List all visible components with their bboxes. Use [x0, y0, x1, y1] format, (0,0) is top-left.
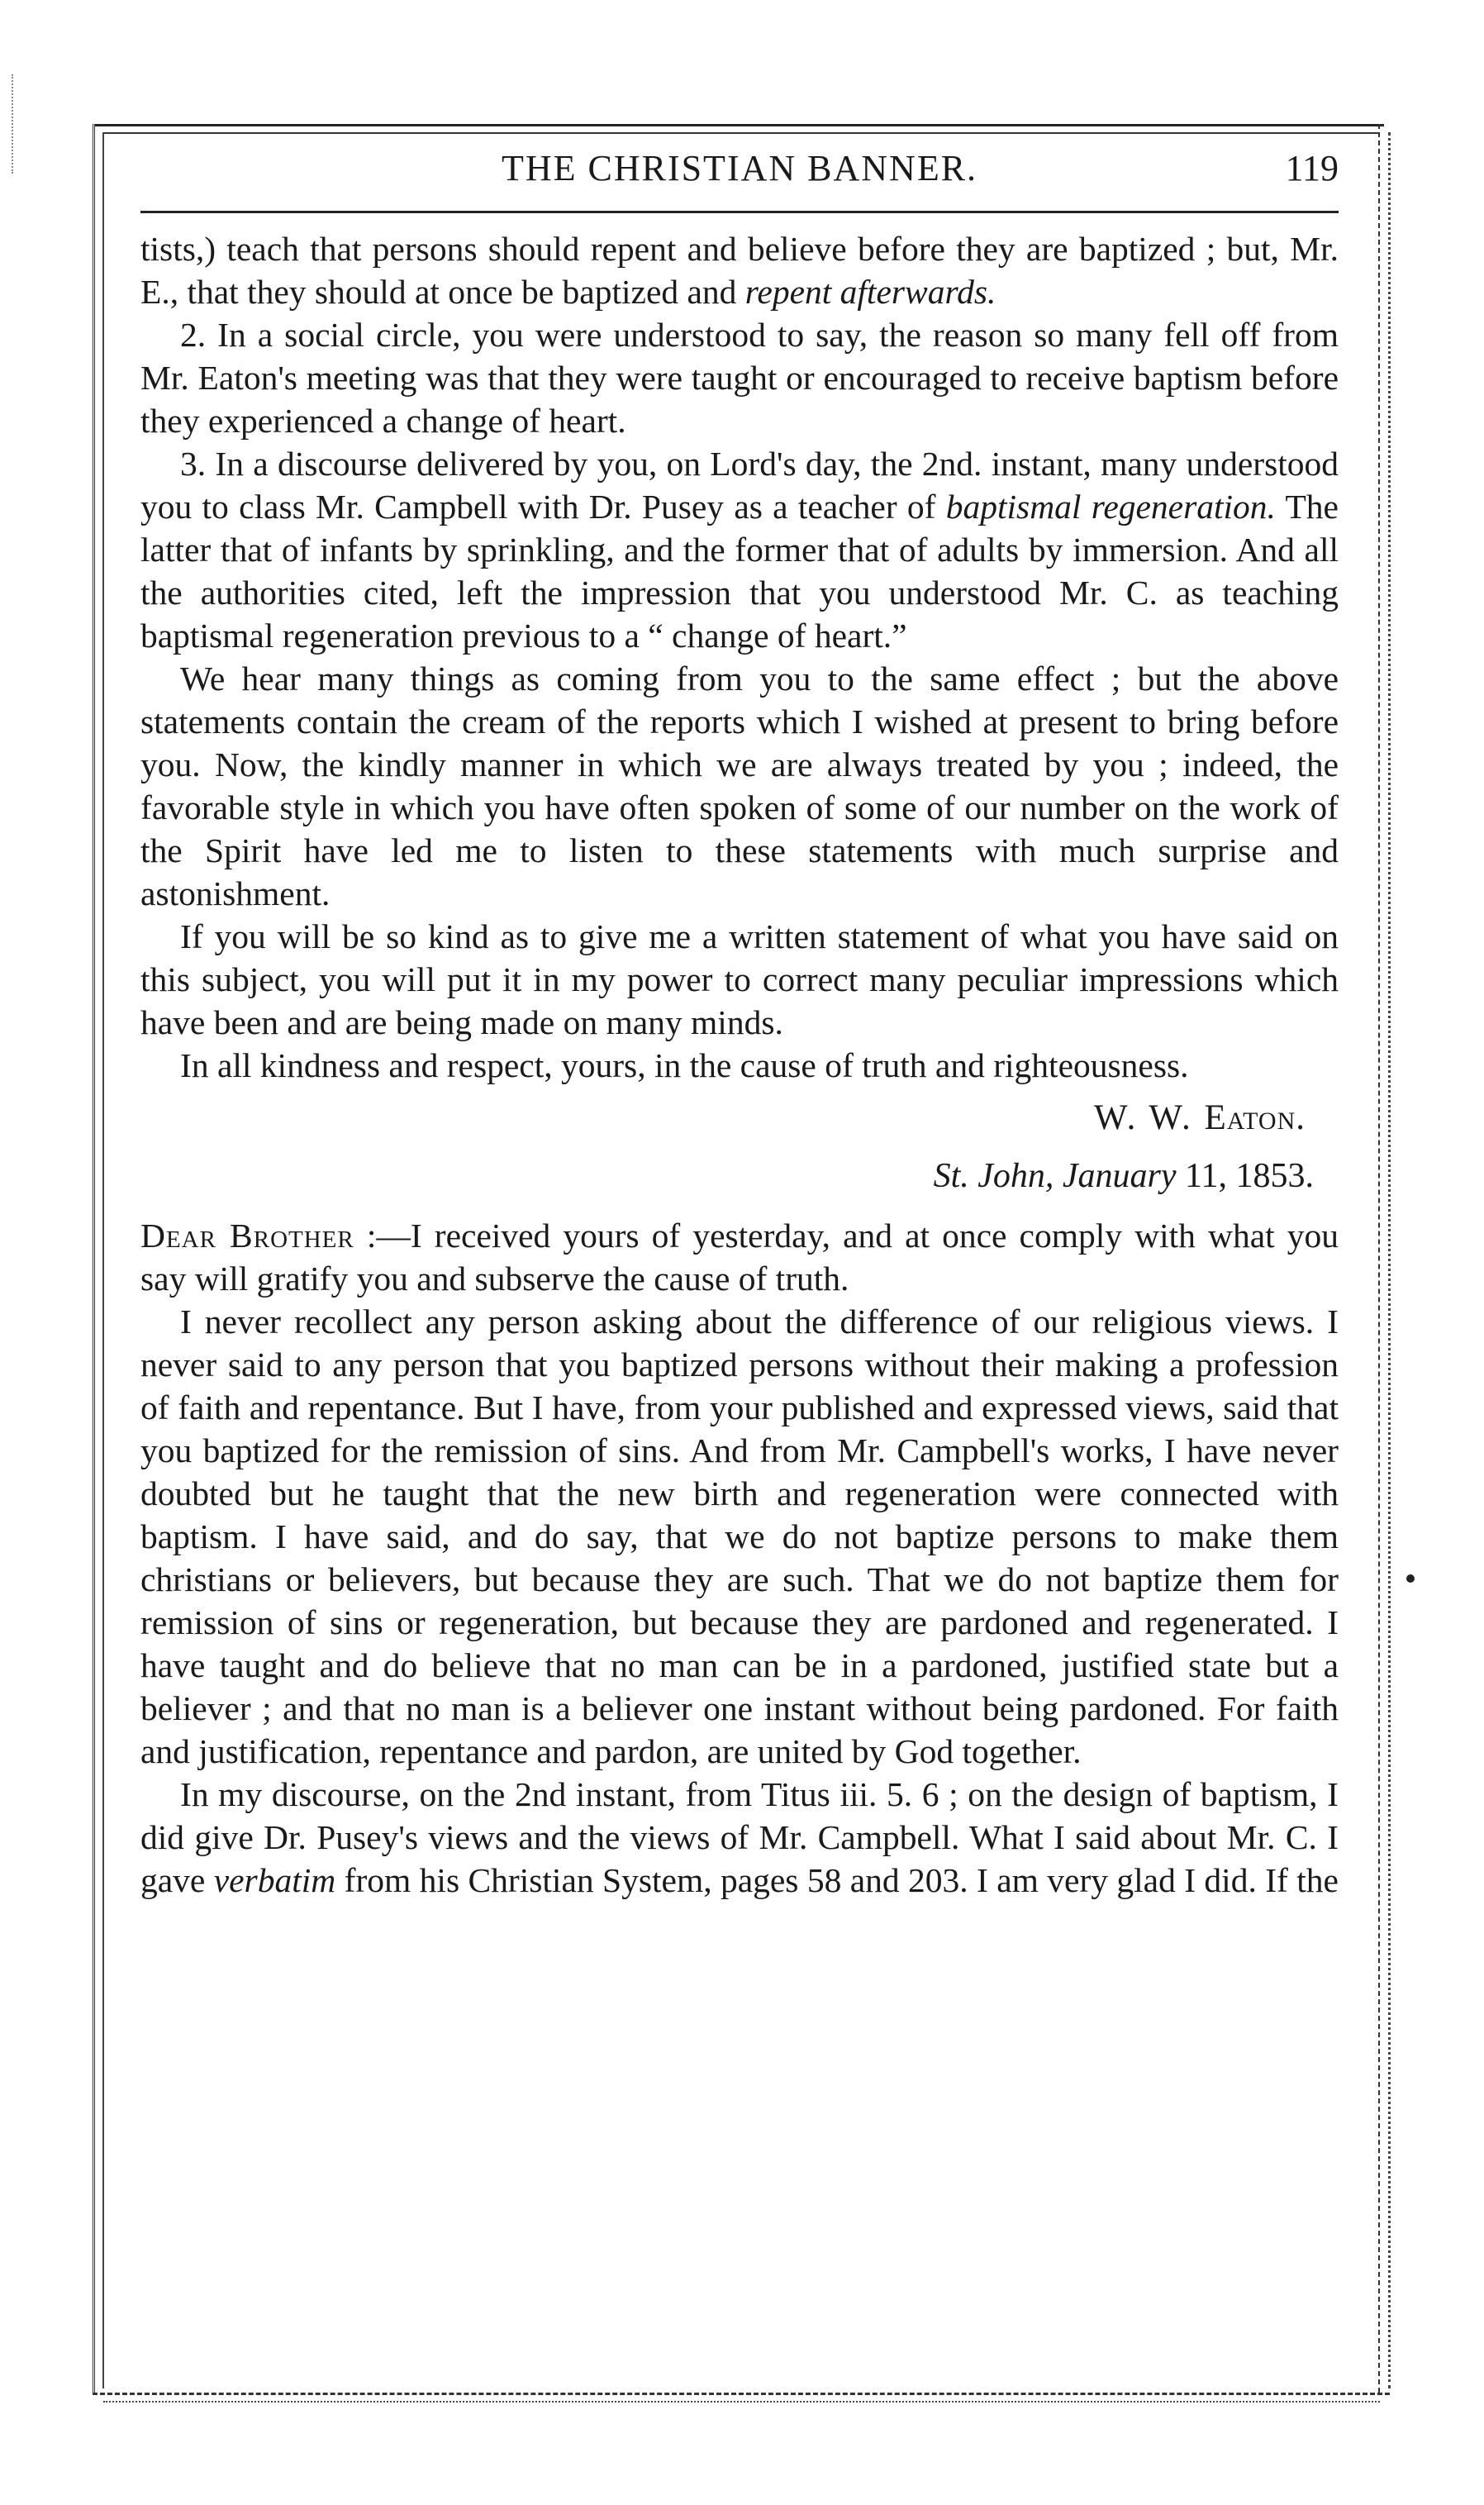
running-head: [140, 140, 1339, 207]
paragraph-9-text-a: In my discourse, on the 2nd instant, from Titus iii. 5. 6 ; on the design of baptism, I did give Dr. Pusey's views and the views of Mr. Campbell. What I said about Mr. C. I gave: [140, 1775, 1339, 1899]
paragraph-8: I never recollect any person asking about the difference of our religious views. I never said to any person that you baptized persons without their making a profession of faith and repentance. But I have, from your published and expressed views, said that you baptized for the remission of sins. And from Mr. Campbell's works, I have never doubted but he taught that the new birth and regeneration were connected with baptism. I have said, and do say, that we do not baptize persons to make them christians or believers, but because they are such. That we do not baptize them for remission of sins or regeneration, but because they are pardoned and regenerated. I have taught and do believe that no man can be in a pardoned, justified state but a believer ; and that no man is a believer one instant without being pardoned. For faith and justification, repentance and pardon, are united by God together.: [140, 1303, 1339, 1770]
paragraph-1-text: tists,) teach that persons should repent and believe before they are baptized ; but, Mr. E., that they should at once be baptized and: [140, 230, 1339, 311]
frame-rule-right-inner: [1388, 132, 1391, 2388]
frame-rule-bottom-inner: [103, 2401, 1380, 2403]
paragraph-9-text-b: from his Christian System, pages 58 and 203. I am very glad I did. If the: [335, 1861, 1339, 1899]
frame-rule-left: [93, 124, 95, 2393]
paragraph-4: We hear many things as coming from you to the same effect ; but the above statements contain the cream of the reports which I wished at present to bring before you. Now, the kindly manner in which we are always treated by you ; indeed, the favorable style in which you have often spoken of some of our number on the work of the Spirit have led me to listen to these statements with much surprise and astonishment.: [140, 660, 1339, 912]
dateline-place: St. John, January: [933, 1157, 1177, 1195]
frame-rule-top: [95, 124, 1384, 126]
frame-rule-right: [1378, 124, 1380, 2393]
signature-initials: W. W.: [1094, 1098, 1193, 1137]
frame-rule-left-inner: [102, 132, 104, 2388]
ink-dot: [1406, 1574, 1415, 1583]
paragraph-9-emphasis: verbatim: [213, 1861, 336, 1899]
paragraph-3-text-b: The latter that of infants by sprinkling, and the former that of adults by immersion. And all the authorities cited, left the impression that you understood Mr. C. as teaching baptismal regeneration previous to a “ change of heart.”: [140, 488, 1339, 655]
paragraph-9: [140, 1773, 1339, 1902]
frame-rule-bottom: [93, 2393, 1390, 2395]
paragraph-6: In all kindness and respect, yours, in the cause of truth and righteousness.: [180, 1046, 1189, 1084]
signature: [140, 1097, 1339, 1140]
edge-mark: [12, 74, 17, 174]
paragraph-1: [140, 227, 1339, 313]
body-text: [140, 227, 1339, 1902]
frame-rule-top-inner: [103, 132, 1380, 134]
paragraph-3-emphasis: baptismal regeneration.: [945, 488, 1276, 526]
running-title: THE CHRISTIAN BANNER.: [501, 148, 978, 188]
paragraph-7: [140, 1214, 1339, 1300]
salutation: Dear Brother: [140, 1217, 354, 1255]
dateline-date: 11, 1853.: [1176, 1157, 1314, 1195]
paragraph-7-text: :—I received yours of yesterday, and at once comply with what you say will gratify you and subserve the cause of truth.: [140, 1217, 1339, 1298]
page-number: 119: [1285, 148, 1339, 188]
dateline: [140, 1155, 1339, 1198]
signature-name: Eaton.: [1204, 1098, 1306, 1137]
paragraph-2: 2. In a social circle, you were understood to say, the reason so many fell off from Mr. Eaton's meeting was that they were taught or encouraged to receive baptism before they experienced a change of heart.: [140, 316, 1339, 440]
paragraph-5: If you will be so kind as to give me a written statement of what you have said on this subject, you will put it in my power to correct many peculiar impressions which have been and are being made on many minds.: [140, 917, 1339, 1041]
paragraph-3-text-a: 3. In a discourse delivered by you, on Lord's day, the 2nd. instant, many understood you to class Mr. Campbell with Dr. Pusey as a teacher of: [140, 445, 1339, 526]
header-rule: [140, 211, 1339, 213]
paragraph-1-emphasis: repent afterwards.: [744, 273, 996, 311]
paragraph-3: [140, 442, 1339, 657]
